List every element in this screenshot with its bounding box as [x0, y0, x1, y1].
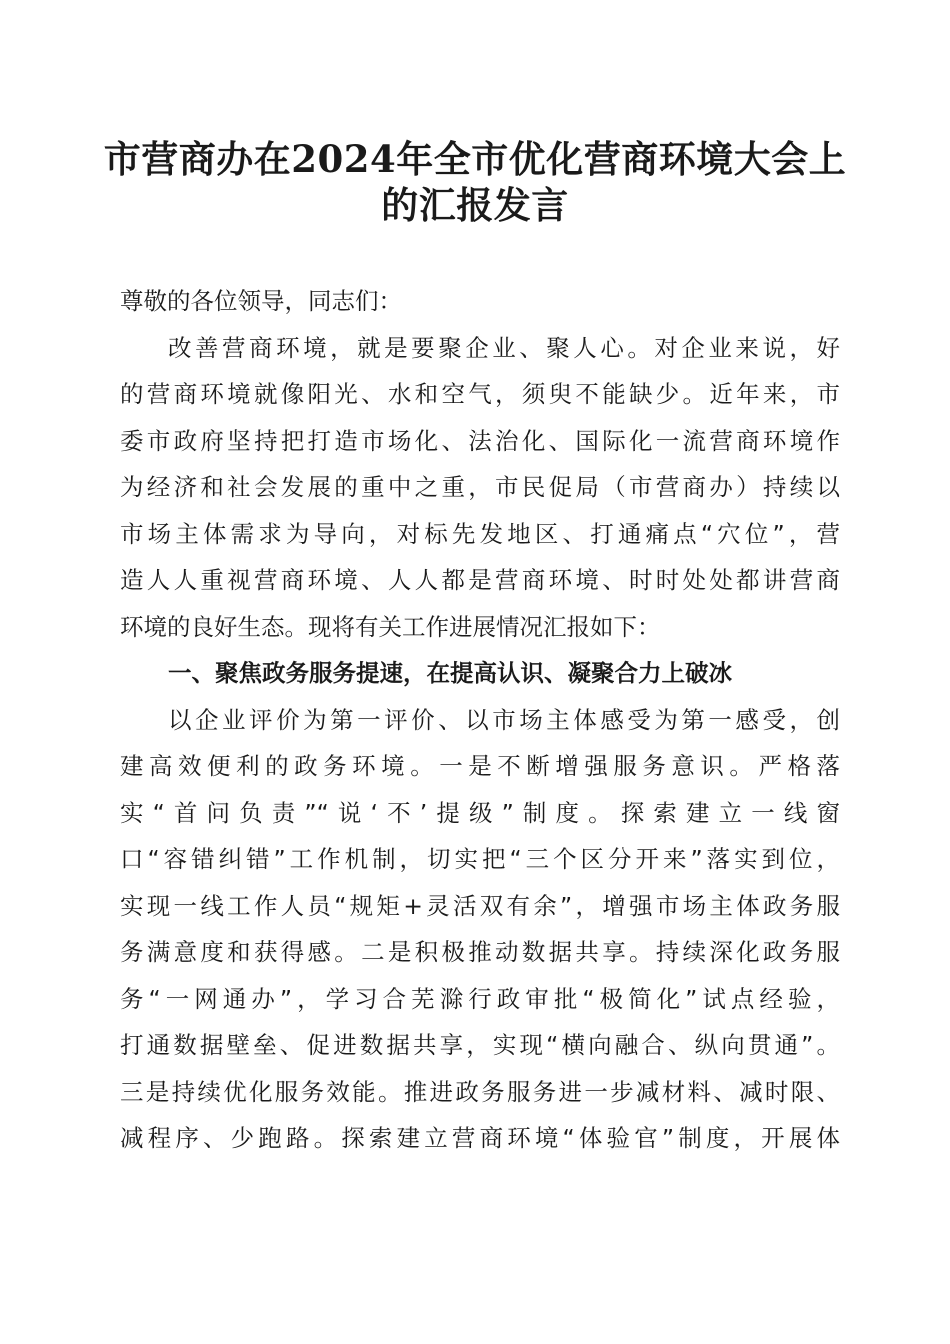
paragraph-line: 改善营商环境，就是要聚企业、聚人心。对企业来说，好 — [168, 333, 840, 362]
paragraph-line: 以企业评价为第一评价、以市场主体感受为第一感受，创 — [168, 705, 840, 734]
paragraph-line: 委市政府坚持把打造市场化、法治化、国际化一流营商环境作 — [120, 426, 840, 455]
greeting: 尊敬的各位领导，同志们： — [120, 287, 402, 315]
paragraph-2 — [120, 697, 840, 1162]
title-line-2: 的汇报发言 — [381, 183, 569, 227]
paragraph-line: 建高效便利的政务环境。一是不断增强服务意识。严格落 — [120, 752, 840, 780]
paragraph-line: 打通数据壁垒、促进数据共享，实现“横向融合、纵向贯通”。 — [120, 1031, 840, 1059]
paragraph-line: 的营商环境就像阳光、水和空气，须臾不能缺少。近年来，市 — [120, 380, 840, 408]
document-body — [120, 278, 840, 1162]
paragraph-line: 口“容错纠错”工作机制，切实把“三个区分开来”落实到位， — [120, 845, 840, 873]
title-line-1: 市营商办在2024年全市优化营商环境大会上 — [103, 137, 847, 181]
paragraph-line: 造人人重视营商环境、人人都是营商环境、时时处处都讲营商 — [120, 566, 840, 594]
paragraph-line: 减程序、少跑路。探索建立营商环境“体验官”制度，开展体 — [120, 1124, 840, 1152]
paragraph-line: 务满意度和获得感。二是积极推动数据共享。持续深化政务服 — [120, 938, 840, 966]
section-heading-1: 一、聚焦政务服务提速，在提高认识、凝聚合力上破冰 — [168, 659, 732, 687]
paragraph-line: 实“首问负责”“说‘不’提级”制度。探索建立一线窗 — [120, 798, 840, 827]
paragraph-line: 环境的良好生态。现将有关工作进展情况汇报如下： — [120, 612, 661, 641]
paragraph-line: 为经济和社会发展的重中之重，市民促局（市营商办）持续以 — [120, 473, 840, 501]
document-title — [90, 136, 860, 228]
paragraph-line: 三是持续优化服务效能。推进政务服务进一步减材料、减时限、 — [120, 1077, 840, 1106]
paragraph-line: 务“一网通办”，学习合芜滁行政审批“极简化”试点经验， — [120, 984, 840, 1013]
paragraph-line: 市场主体需求为导向，对标先发地区、打通痛点“穴位”，营 — [120, 519, 840, 548]
paragraph-1 — [120, 325, 840, 651]
paragraph-line: 实现一线工作人员“规矩+灵活双有余”，增强市场主体政务服 — [120, 891, 840, 920]
